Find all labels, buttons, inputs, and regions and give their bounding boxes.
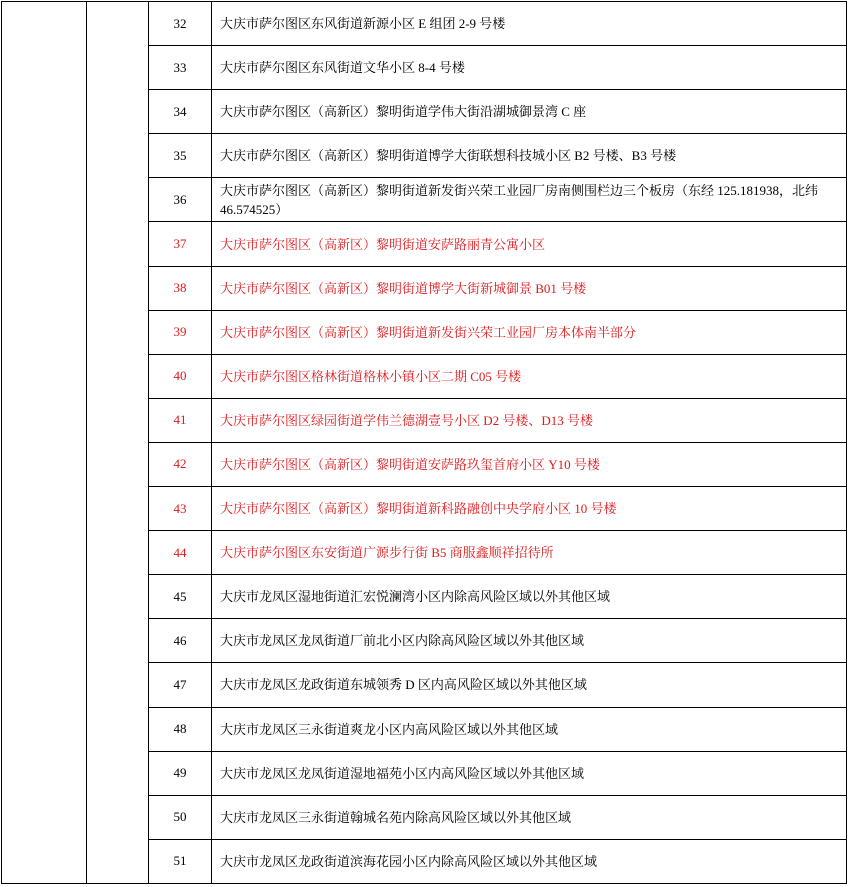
row-address: 大庆市萨尔图区绿园街道学伟兰德湖壹号小区 D2 号楼、D13 号楼 <box>220 412 594 428</box>
table-row <box>149 267 846 311</box>
table-row <box>149 311 846 355</box>
table-row <box>149 487 846 531</box>
row-number: 38 <box>149 267 212 310</box>
table-rows <box>149 2 846 883</box>
row-address: 大庆市萨尔图区格林街道格林小镇小区二期 C05 号楼 <box>220 368 522 384</box>
row-address: 大庆市萨尔图区（高新区）黎明街道博学大街联想科技城小区 B2 号楼、B3 号楼 <box>220 148 677 164</box>
table-row <box>149 134 846 178</box>
merged-level-cell <box>87 2 149 883</box>
row-number: 46 <box>149 619 212 662</box>
row-number: 39 <box>149 311 212 354</box>
table-row <box>149 575 846 619</box>
row-address: 大庆市龙凤区三永街道爽龙小区内高风险区域以外其他区域 <box>220 721 559 737</box>
row-address: 大庆市萨尔图区（高新区）黎明街道新科路融创中央学府小区 10 号楼 <box>220 501 617 517</box>
risk-area-table <box>1 1 847 884</box>
row-number: 40 <box>149 355 212 398</box>
row-address: 大庆市龙凤区龙政街道滨海花园小区内除高风险区域以外其他区域 <box>220 853 598 869</box>
row-number: 37 <box>149 222 212 265</box>
table-row <box>149 399 846 443</box>
row-address: 大庆市萨尔图区东安街道广源步行街 B5 商服鑫顺祥招待所 <box>220 545 554 561</box>
row-number: 48 <box>149 708 212 751</box>
row-address: 大庆市萨尔图区（高新区）黎明街道学伟大街沿湖城御景湾 C 座 <box>220 104 587 120</box>
row-number: 47 <box>149 663 212 706</box>
row-number: 33 <box>149 46 212 89</box>
row-number: 42 <box>149 443 212 486</box>
row-address: 大庆市龙凤区湿地街道汇宏悦澜湾小区内除高风险区域以外其他区域 <box>220 589 611 605</box>
row-address: 大庆市萨尔图区（高新区）黎明街道新发街兴荣工业园厂房南侧围栏边三个板房（东经 125.181938，北纬 46.574525） <box>220 182 819 217</box>
row-address: 大庆市龙凤区龙政街道东城领秀 D 区内高风险区域以外其他区域 <box>220 677 587 693</box>
merged-region-cell <box>2 2 87 883</box>
row-address: 大庆市萨尔图区东风街道文华小区 8-4 号楼 <box>220 60 465 76</box>
table-row <box>149 619 846 663</box>
table-row <box>149 531 846 575</box>
row-address: 大庆市萨尔图区（高新区）黎明街道安萨路玖玺首府小区 Y10 号楼 <box>220 456 600 472</box>
row-number: 32 <box>149 2 212 45</box>
table-row <box>149 752 846 796</box>
row-number: 43 <box>149 487 212 530</box>
row-address: 大庆市龙凤区龙凤街道湿地福苑小区内高风险区域以外其他区域 <box>220 765 585 781</box>
row-number: 35 <box>149 134 212 177</box>
row-address: 大庆市萨尔图区东风街道新源小区 E 组团 2-9 号楼 <box>220 16 506 32</box>
row-number: 45 <box>149 575 212 618</box>
row-number: 51 <box>149 840 212 883</box>
table-row <box>149 708 846 752</box>
table-row <box>149 178 846 222</box>
table-row <box>149 222 846 266</box>
table-row <box>149 46 846 90</box>
row-address: 大庆市萨尔图区（高新区）黎明街道新发街兴荣工业园厂房本体南半部分 <box>220 324 637 340</box>
row-number: 34 <box>149 90 212 133</box>
row-number: 49 <box>149 752 212 795</box>
row-number: 50 <box>149 796 212 839</box>
row-number: 36 <box>149 178 212 221</box>
row-address: 大庆市萨尔图区（高新区）黎明街道安萨路丽青公寓小区 <box>220 236 546 252</box>
table-row <box>149 355 846 399</box>
table-row <box>149 443 846 487</box>
row-address: 大庆市龙凤区龙凤街道厂前北小区内除高风险区域以外其他区域 <box>220 633 585 649</box>
table-row <box>149 663 846 707</box>
table-row <box>149 796 846 840</box>
table-row <box>149 2 846 46</box>
table-row <box>149 90 846 134</box>
row-number: 41 <box>149 399 212 442</box>
row-address: 大庆市龙凤区三永街道翰城名苑内除高风险区域以外其他区域 <box>220 809 572 825</box>
row-number: 44 <box>149 531 212 574</box>
row-address: 大庆市萨尔图区（高新区）黎明街道博学大街新城御景 B01 号楼 <box>220 280 587 296</box>
table-row <box>149 840 846 883</box>
